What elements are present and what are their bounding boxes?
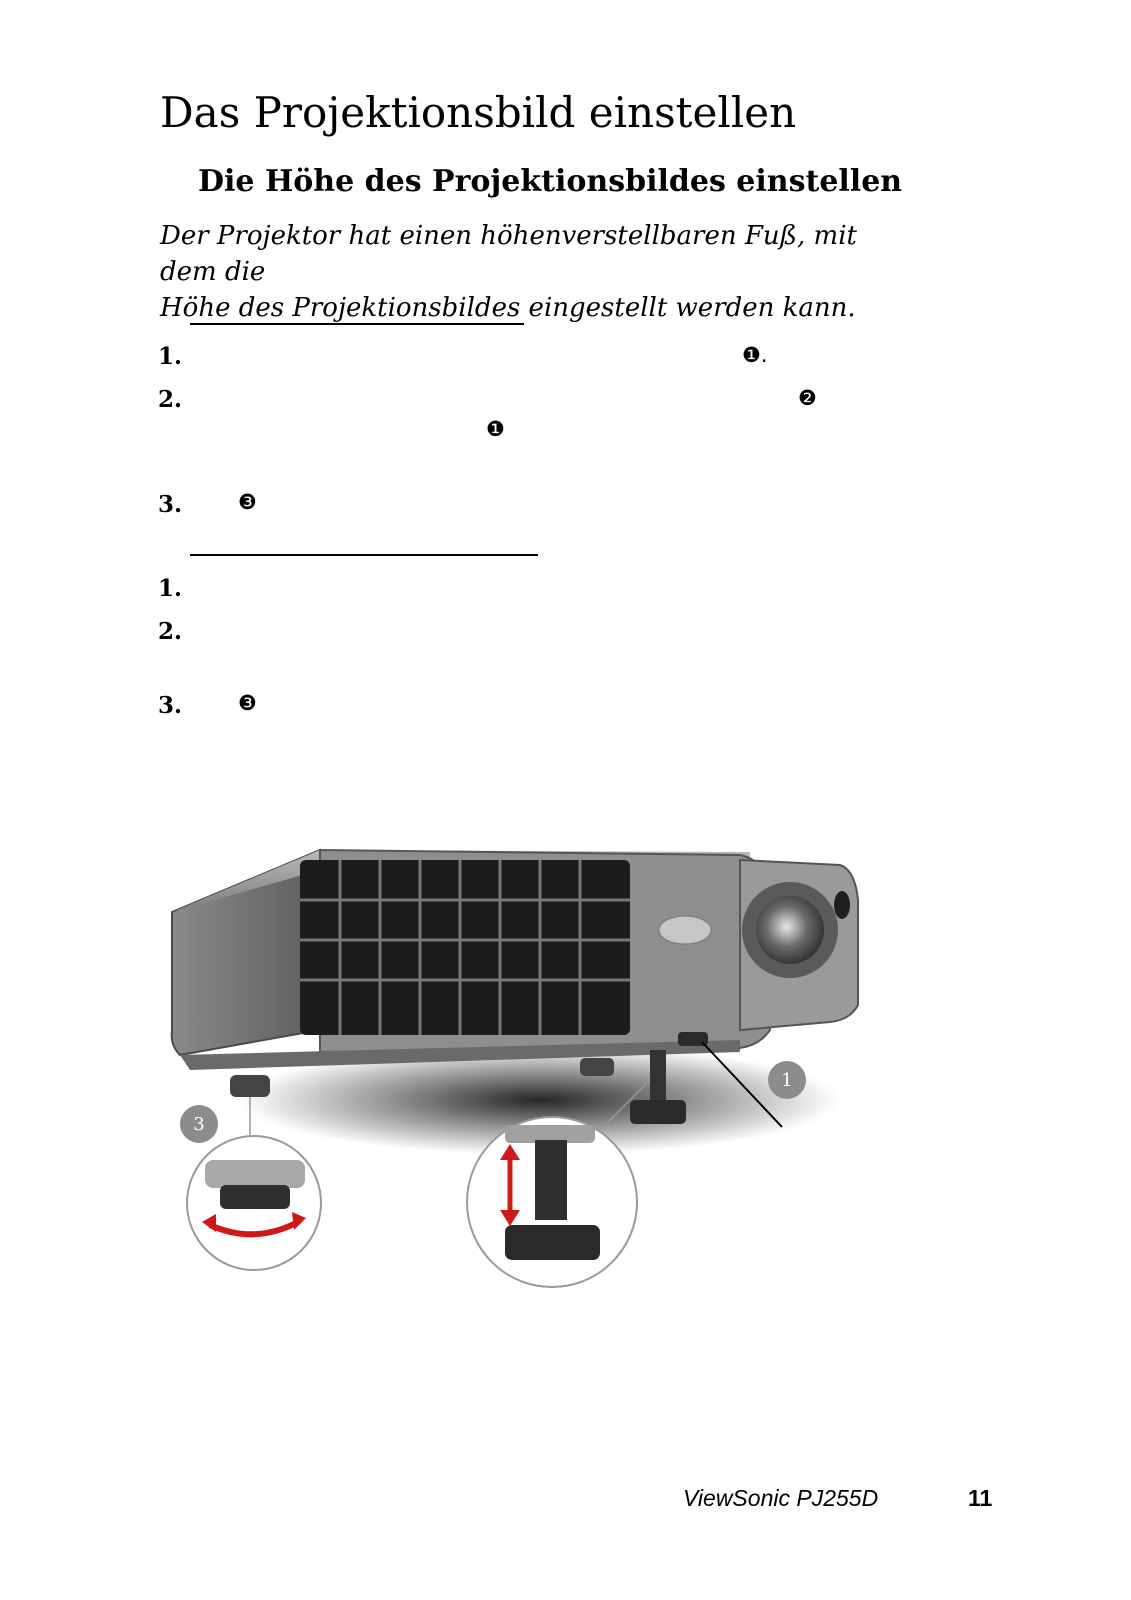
list-raise-marker-1: ❶.: [742, 343, 768, 367]
list-lower-marker-3: ❸: [238, 691, 257, 715]
list-raise-marker-2b: ❶: [486, 417, 505, 441]
page-title: Das Projektionsbild einstellen: [160, 88, 797, 137]
footer-brand: ViewSonic PJ255D: [683, 1485, 879, 1511]
detail-foot-knob: [220, 1185, 290, 1209]
figure-label-1: 1: [781, 1070, 793, 1091]
intro-line-2: Höhe des Projektionsbildes eingestellt werden kann.: [160, 293, 856, 323]
list-lower-number-2: 2.: [158, 618, 183, 645]
subheading-rule-lower: [190, 554, 538, 556]
list-raise-number-2: 2.: [158, 386, 183, 413]
subheading-rule-raise: [190, 323, 524, 325]
footer-page-number: 11: [968, 1485, 993, 1511]
detail-leg-pad: [505, 1225, 600, 1260]
section-heading: Die Höhe des Projektionsbildes einstellen: [198, 164, 903, 199]
intro-paragraph: [160, 218, 920, 326]
projector-illustration: [150, 830, 890, 1300]
list-raise-marker-2: ❷: [798, 386, 817, 410]
sensor-window: [834, 891, 850, 919]
figure-label-3: 3: [193, 1114, 205, 1135]
intro-line-1: Der Projektor hat einen höhenverstellbaren Fuß, mit dem die: [160, 221, 857, 287]
front-foot-stem: [650, 1050, 666, 1105]
middle-foot: [580, 1058, 614, 1076]
list-raise-number-3: 3.: [158, 491, 183, 518]
rear-foot: [230, 1075, 270, 1097]
front-foot-pad: [630, 1100, 686, 1124]
detail-foot-body: [205, 1160, 305, 1188]
list-raise-number-1: 1.: [158, 343, 183, 370]
list-lower-number-1: 1.: [158, 575, 183, 602]
list-raise-marker-3: ❸: [238, 490, 257, 514]
projector-side: [172, 850, 320, 1055]
lens-glass: [756, 896, 824, 964]
list-lower-number-3: 3.: [158, 692, 183, 719]
detail-leg-stem: [535, 1140, 567, 1220]
badge-oval: [659, 916, 711, 944]
